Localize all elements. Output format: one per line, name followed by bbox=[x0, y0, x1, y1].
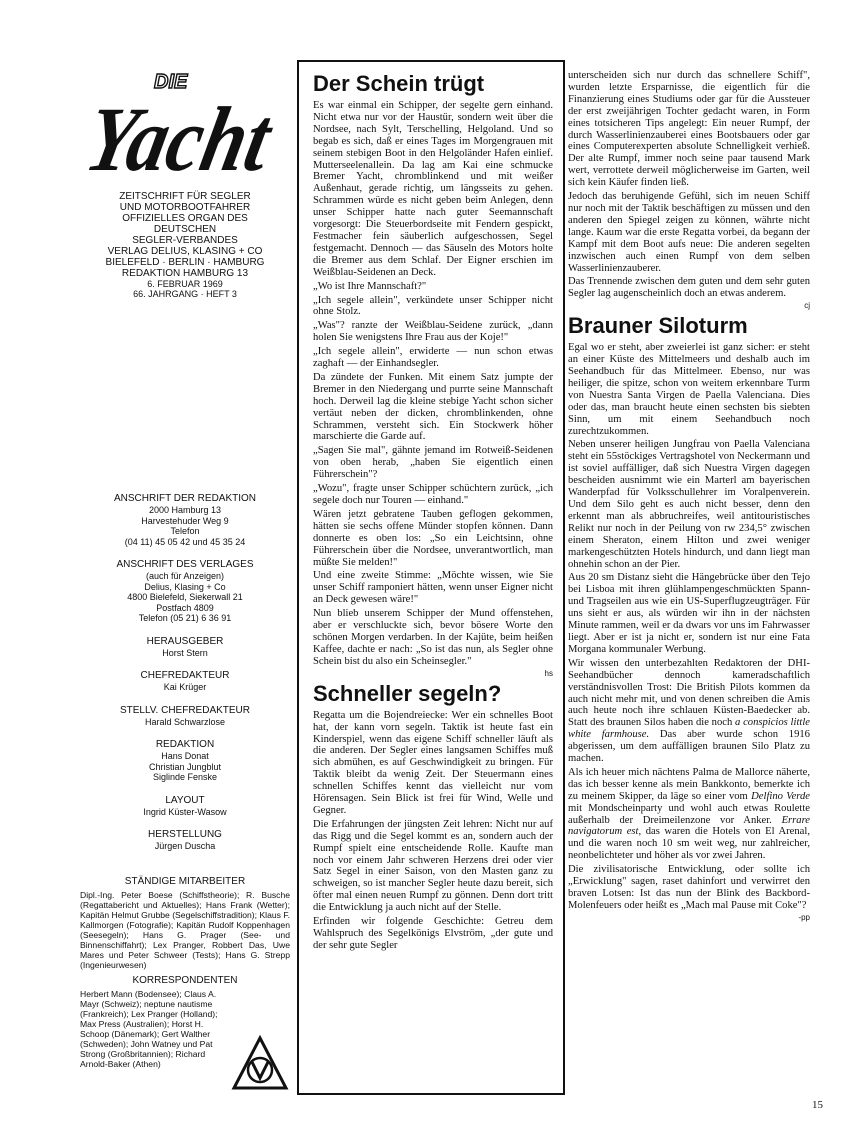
imprint-line: Kai Krüger bbox=[163, 682, 207, 692]
imprint-redaktion bbox=[84, 493, 286, 547]
issue-number: 66. JAHRGANG · HEFT 3 bbox=[133, 289, 237, 299]
imprint-heading: ANSCHRIFT DER REDAKTION bbox=[113, 493, 257, 504]
imprint-heading: REDAKTION bbox=[155, 739, 215, 750]
text-run: Wir wissen den unterbezahlten Redaktoren der DHI-Seehandbücher dennoch kameradschaftlich verständnisvollen Trost: Die British Pilots kommen da auch nicht mehr mit, und von denen schreiben die Amis auch heute noch ihre schlauen Küsten-Baedecker ab. Statt des braunen Silos haben die noch bbox=[568, 657, 810, 729]
article-column-1 bbox=[313, 70, 553, 954]
paragraph: Erfinden wir folgende Geschichte: Getreu dem Wahlspruch des Segelkönigs Elvström, „der gute und der sehr gute Segler bbox=[313, 916, 553, 951]
paragraph: Da zündete der Funken. Mit einem Satz jumpte der Bremer in den Niedergang und purrte seine Mannschaft hoch. Derweil lag die kleine stebige Yacht schon sicher vertäut neben der dicken, chromblinkenden, ohne Schrammen, versteht sich. Ein Stockwerk höher marschierte die Garde auf. bbox=[313, 371, 553, 443]
staff-text: Dipl.-Ing. Peter Boese (Schiffstheorie); R. Busche (Regattabericht und Aktuelles); Hans Frank (Wetter); Kapitän Helmut Grubbe (Segelschiffstradition); Klaus F. Kallmorgen (Fotografie); Kapitän Rudolf Koppenhagen (Seesegeln); Hans G. Prager (See- und Binnenschiffahrt); Lex Pranger, Robbert Das, Uwe Mares und Peter Schweer (Tests); Hans G. Strepp (Ingenieurwesen) bbox=[80, 890, 291, 970]
issue-date: 6. FEBRUAR 1969 bbox=[147, 279, 223, 289]
pub-line: UND MOTORBOOTFAHRER bbox=[119, 202, 251, 213]
text-run: das waren die Hotels von El Arenal, und die waren noch 10 sm weit weg, nur zahlreicher, neonbelichteter und höher als vor zwei Jahren. bbox=[568, 826, 810, 862]
imprint-line: 2000 Hamburg 13 bbox=[148, 505, 222, 515]
paragraph: „Ich segele allein", erwiderte — nun schon etwas zaghaft — der Einhandsegler. bbox=[313, 346, 553, 370]
imprint-layout bbox=[84, 795, 286, 818]
paragraph: „Was"? ranzte der Weißblau-Seidene zurück, „dann holen Sie wenigstens Ihre Frau aus der Koje!" bbox=[313, 320, 553, 344]
imprint-chefredakteur bbox=[84, 670, 286, 693]
imprint-heading: HERSTELLUNG bbox=[148, 829, 222, 840]
imprint-line: (auch für Anzeigen) bbox=[145, 571, 225, 581]
page-number: 15 bbox=[812, 1099, 823, 1111]
logo-yacht: Yacht bbox=[77, 88, 311, 191]
signature: hs bbox=[544, 668, 553, 678]
paragraph: Die zivilisatorische Entwicklung, oder sollte ich „Erwicklung" sagen, raset dahinfort und verwirret den braven Lotsen: Ist das nun der Blink des Backbord-Molenfeuers oder heißt es „Mach mal Pause mit Coke"? bbox=[568, 864, 810, 911]
signature: -pp bbox=[798, 912, 810, 922]
text-run: Das aber wurde schon 1916 abgerissen, um dem auffälligen braunen Silo Platz zu machen. bbox=[568, 729, 810, 765]
paragraph: Jedoch das beruhigende Gefühl, sich im neuen Schiff nur noch mit der Taktik beschäftigen zu müssen und den anderen den Spiegel zeigen zu können, währte nicht lange. Kaum war die erste Regatta vorbei, da begann der Kampf mit dem Boot aufs neue: Die anderen segelten inzwischen auch einen Rumpf von dem selben Wasserlinienzauberer. bbox=[568, 191, 810, 274]
imprint-line: 4800 Bielefeld, Siekerwall 21 bbox=[127, 592, 243, 602]
paragraph: Regatta um die Bojendreiecke: Wer ein schnelles Boot hat, der kann vorn segeln. Taktik ist heute fast ein Kinderspiel, wenn das eigene Schiff schneller läuft als die anderen. Der Segler eines langsamen Schiffes muß sich abmühen, es auf Geschwindigkeit zu bringen. Für Taktik bleibt da wenig Zeit. Der Steuermann eines schnellen Schiffes kennt das vielleicht nur vom Hörensagen. Sein Blick ist frei für Wind, Welle und Gegner. bbox=[313, 709, 553, 816]
paragraph: Egal wo er steht, aber zweierlei ist ganz sicher: er steht an einer Küste des Mittelmeers und deshalb auch im Seehandbuch für das Mittelmeer. Ebenso, nur was heiliger, die spitze, schon von weitem erkennbare Turm von Nuestra Santa Virgen de Paella Valenciana. Dies oder das, man braucht heute einen sechsten bis siebten Sinn, um mit einem Seehandbuch noch zurechtzukommen. bbox=[568, 342, 810, 437]
italic-run: Errare navigatorum est, bbox=[568, 814, 811, 838]
paragraph bbox=[568, 658, 810, 765]
correspondents-heading: KORRESPONDENTEN bbox=[132, 975, 238, 986]
article-title-brauner-siloturm: Brauner Siloturm bbox=[568, 313, 748, 339]
paragraph: „Sagen Sie mal", gähnte jemand im Rotweiß-Seidenen von oben herab, „haben Sie eigentlich einen Führerschein"? bbox=[313, 445, 553, 481]
paragraph: Das Trennende zwischen dem guten und dem sehr guten Segler lag augenscheinlich doch an etwas anderem. bbox=[568, 276, 810, 300]
correspondents-section bbox=[80, 975, 290, 1094]
imprint-heading: ANSCHRIFT DES VERLAGES bbox=[116, 559, 254, 570]
imprint-line: Harvestehuder Weg 9 bbox=[141, 515, 229, 526]
imprint-redaktion-staff bbox=[84, 739, 286, 783]
staff-heading: STÄNDIGE MITARBEITER bbox=[124, 876, 246, 887]
imprint-line: Siglinde Fenske bbox=[152, 772, 218, 782]
pub-line: REDAKTION HAMBURG 13 bbox=[121, 268, 249, 279]
paragraph: Und eine zweite Stimme: „Möchte wissen, wie Sie unser Schiff ramponiert hätten, wenn unser Eigner nicht an Deck gewesen wäre!" bbox=[313, 570, 553, 606]
paragraph: Es war einmal ein Schipper, der segelte gern einhand. Nicht etwa nur vor der Haustür, sondern weit über die Nordsee, nach Sylt, Terschelling, Helgoland. Und so begab es sich, daß er eines Tages im Morgengrauen mit seinem stebigen Boot in den Helgoländer Hafen einlief. Mutterseelenallein. Da lag am Kai eine schmucke Bremer Yacht, chromblinkend und mit weißer Außenhaut, gerade richtig, um längsseits zu gehen. Schrammen würde es nicht geben beim Anlegen, denn unser Schipper hatte nach guter Seemannschaft vorgesorgt: Die Steuerbordseite mit Fendern gespickt, Festmacher fein säuberlich aufgeschossen, Segel festgemacht. Dennoch — das Säuseln des Motors holte die Bremer aus dem Schlaf. Der Eigner erschien im Weißblau-Seidenen an Deck. bbox=[313, 100, 553, 278]
pub-line: BIELEFELD · BERLIN · HAMBURG bbox=[105, 257, 265, 268]
article-column-2 bbox=[568, 70, 810, 924]
paragraph: unterscheiden sich nur durch das schnellere Schiff", wurden letzte Ersparnisse, die eigentlich für die Finanzierung eines Studiums oder gar für die Aussteuer der erst zweijährigen Tochter gedacht waren, in Form eines totsicheren Tips angelegt: Ein neuer Rumpf, der durch Wasserlinienzauberei eines Bootsbauers oder gar eines Computerexperten absolute Schnelligkeit verhieß. Der alte Rumpf, immer noch seine paar tausend Mark wert, verrottete derweil möglicherweise im Garten, weil sich kein Käufer finden ließ. bbox=[568, 70, 810, 189]
imprint-line: Horst Stern bbox=[162, 647, 208, 658]
italic-run: Delfino Verde bbox=[751, 790, 811, 802]
logo-die: DIE bbox=[154, 71, 188, 93]
correspondents-text: Herbert Mann (Bodensee); Claus A. Mayr (Schweiz); neptune nautisme (Frankreich); Lex Pranger (Holland); Max Press (Australien); Horst H. Schoop (Dänemark); Gert Walther (Schweden); John Watney und Pat Strong (Großbritannien); Richard Arnold-Baker (Athen) bbox=[80, 989, 218, 1069]
paragraph: „Ich segele allein", verkündete unser Schipper nicht ohne Stolz. bbox=[313, 294, 553, 318]
pub-line: SEGLER-VERBANDES bbox=[132, 235, 238, 246]
masthead-column bbox=[77, 58, 311, 852]
imprint-heading: HERAUSGEBER bbox=[146, 635, 224, 647]
pub-line: VERLAG DELIUS, KLASING + CO bbox=[107, 246, 263, 257]
imprint-line: Delius, Klasing + Co bbox=[144, 581, 226, 592]
imprint-line: (04 11) 45 05 42 und 45 35 24 bbox=[124, 536, 246, 547]
imprint-heading: CHEFREDAKTEUR bbox=[140, 670, 230, 681]
article-title-schneller-segeln: Schneller segeln? bbox=[313, 680, 502, 706]
imprint-heading: STELLV. CHEFREDAKTEUR bbox=[119, 704, 251, 716]
imprint-herausgeber bbox=[84, 636, 286, 659]
paragraph: Aus 20 sm Distanz sieht die Hängebrücke über den Tejo bei Lisboa mit ihren glühlampengeschmückten Spann- und Tragseilen aus wie ein US-Superflugzeugträger. Für uns sieht er aus, als würden wir ihn in der nächsten Minute rammen, weil er da dwars vor uns im Fahrwasser liegt. Aber er ist ja nicht er, sondern ist nur eine Fata Morgana kommunaler Werbung. bbox=[568, 572, 810, 655]
publication-info bbox=[84, 191, 286, 299]
article-title-der-schein-truegt: Der Schein trügt bbox=[313, 71, 485, 96]
imprint-line: Postfach 4809 bbox=[156, 602, 214, 613]
paragraph: Die Erfahrungen der jüngsten Zeit lehren: Nicht nur auf das Rigg und die Segel kommt es an, sondern auch der Rumpf spielt eine entscheidende Rolle. Kaufte man noch vor einem Jahr schweren Herzens drei oder vier Satz Segel in einer Saison, von den Masten ganz zu schweigen, so ist mancher Segler heute dazu bereit, sich öfter mal einen neuen Rumpf zu gönnen. Denn dort tritt die Entwicklung ja auch nicht auf der Stelle. bbox=[313, 818, 553, 914]
paragraph: „Wozu", fragte unser Schipper schüchtern zurück, „ich segele doch nur Touren — einhand." bbox=[313, 483, 553, 506]
pub-line: ZEITSCHRIFT FÜR SEGLER bbox=[119, 191, 251, 202]
imprint-line: Ingrid Küster-Wasow bbox=[143, 806, 227, 817]
imprint-line: Telefon bbox=[170, 526, 200, 536]
imprint-verlag bbox=[84, 559, 286, 624]
paragraph: Neben unserer heiligen Jungfrau von Paella Valenciana steht ein 55stöckiges Vertragshotel von Neckermann und ist soviel auffälliger, daß sich Nuestra Virgen dagegen bescheiden ausnimmt wie ein Marterl am bayerischen Wanderpfad für Volksschullehrer im Voralpenverein. Und dem Silo geht es auch nicht besser, denn den erkennt man als abbruchreifes, weil antitouristisches Relikt nur noch in der Peilung von rw 234,5° zwischen einem Sheraton, einem Hilton und zwei weniger markengeschützten Hotels hindurch, und dann liegt man ohnehin schon an der Pier. bbox=[568, 439, 810, 570]
pub-line: DEUTSCHEN bbox=[153, 224, 217, 235]
imprint-line: Jürgen Duscha bbox=[154, 841, 216, 851]
italic-run: a conspicios little white farmhouse. bbox=[568, 717, 810, 741]
paragraph: Nun blieb unserem Schipper der Mund offenstehen, aber er verschluckte sich, bevor bösere Worte den schönen Morgen verdarben. In der Kajüte, beim heißen Kaffee, dachte er nach: „So ist das nun, als Segler ohne Schein bist du also ein Scheinsegler." bbox=[313, 608, 553, 667]
text-run: mit Mondscheinparty und wohl auch etwas Roulette außerhalb der Dreimeilenzone vor Anker. bbox=[568, 802, 810, 826]
paragraph bbox=[568, 767, 810, 862]
segler-verband-emblem-icon bbox=[230, 1034, 290, 1094]
imprint-line: Harald Schwarzlose bbox=[144, 716, 226, 727]
imprint-heading: LAYOUT bbox=[165, 794, 205, 806]
imprint-line: Christian Jungblut bbox=[148, 761, 222, 772]
paragraph: Wären jetzt gebratene Tauben geflogen gekommen, hätten sie sechs offene Münder stopfen können. Dann donnerte es oben los: „So ein Leichtsinn, ohne Führerschein über die Nordsee, unverantwortlich, man müßte Sie melden!" bbox=[313, 508, 553, 568]
imprint-herstellung bbox=[84, 829, 286, 852]
text-run: Als ich heuer mich nächtens Palma de Mallorce näherte, das ich besser kenne als mein Bankkonto, bemerkte ich zu meinem Skipper, da läge so einer vom bbox=[568, 766, 810, 802]
paragraph: „Wo ist Ihre Mannschaft?" bbox=[313, 280, 427, 292]
staff-section bbox=[80, 876, 290, 970]
imprint-stellv-chefredakteur bbox=[84, 705, 286, 728]
imprint-line: Hans Donat bbox=[161, 751, 209, 761]
die-yacht-logo bbox=[77, 58, 311, 191]
pub-line: OFFIZIELLES ORGAN DES bbox=[122, 213, 248, 224]
signature: cj bbox=[804, 301, 810, 311]
imprint-line: Telefon (05 21) 6 36 91 bbox=[138, 613, 232, 623]
